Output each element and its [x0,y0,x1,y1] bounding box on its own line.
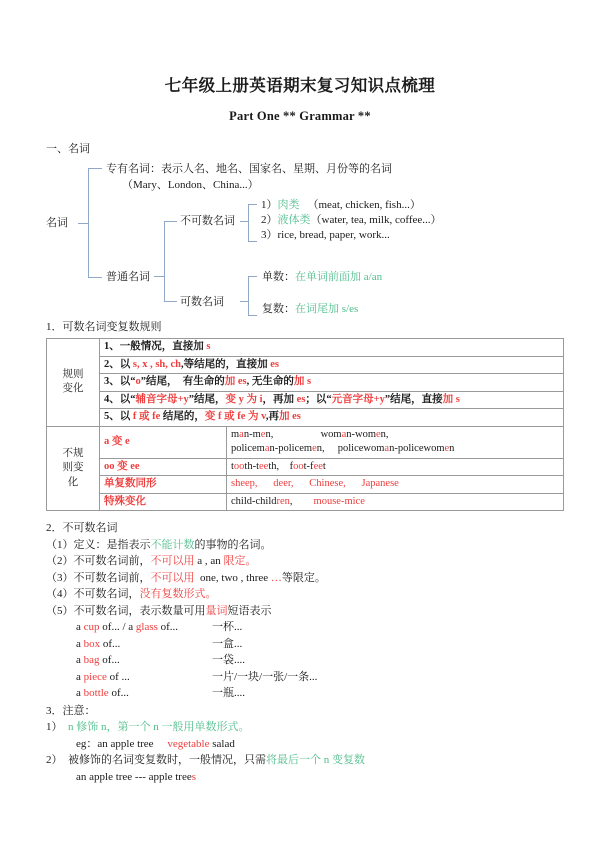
irregular-value-1-line-0 [231,460,559,475]
tree-proper-noun-label: 专有名词：表示人名、地名、国家名、星期、月份等的名词 [106,163,392,175]
note-1-text-2-run-0: eg：an apple tree [76,737,168,750]
table-row [47,356,564,374]
quantity-phrase-en-1-run-3: glass [135,621,158,633]
regular-group-label: 规则 变化 [47,339,100,427]
section-2-item-1-run-0: 定义：是指表示 [73,538,151,551]
quantity-phrase-en-2-run-2: of... [100,637,121,650]
irregular-value-1-line-0-run-3: ee [259,460,269,472]
quantity-phrase-en-1-run-0: a [76,621,84,633]
irregular-value-1-line-0-run-0: t [231,460,234,472]
note-1-num: 1） [46,721,63,733]
uncountable-item-3-num: 3） [261,229,278,241]
section-2-item-2-run-1: 不可以用 [150,555,195,567]
quantity-phrase-row [76,669,600,686]
quantity-phrase-row [76,636,600,653]
irregular-value-1-line-0-run-5: oo [293,460,304,472]
tree-uncountable-item-3 [261,228,390,243]
section-2-item-2-run-2: a , an [194,555,224,567]
section-3 [0,703,600,786]
tree-bracket-countable [248,276,257,316]
regular-rule-3-run-1: o [135,376,141,387]
irregular-value-3-line-0 [231,495,559,510]
quantity-phrase-cn-1: 一杯... [212,621,243,633]
irregular-key-2-run-0: 单复数同形 [104,478,157,489]
section-2-item-1 [46,537,600,554]
regular-rule-1-run-0: 1、一般情况，直接加 [104,341,207,352]
regular-rule-4-run-3: 变 y 为 i [225,393,263,405]
tree-bracket-root [88,168,102,278]
section-2-items [46,537,600,620]
irregular-value-0-line-1-run-7: n-policewom [389,443,445,454]
tree-bracket-uncountable [248,204,257,242]
quantity-phrase-en-4 [76,669,212,686]
tree-countable-singular [262,270,382,285]
irregular-value-0-line-0 [231,428,559,443]
quantity-phrase-cn-3: 一袋.... [212,654,245,666]
table-row [47,493,564,511]
regular-rule-4-run-6: ；以“ [305,393,332,405]
tree-root-label: 名词 [46,217,68,229]
regular-rule-2-run-2: ,等结尾的，直接加 [181,358,271,370]
countable-plural-val: 在词尾加 s/es [295,303,359,315]
section-2 [0,520,600,702]
regular-rule-4-run-4: ，再加 [262,393,297,405]
regular-rule-5-run-2: 结尾的， [160,411,205,422]
irregular-value-0-line-1-run-5: policewom [324,443,385,454]
section-2-item-2-num: （2） [46,555,74,567]
quantity-phrase-row [76,619,600,636]
regular-rule-3-run-0: 3、以“ [104,376,136,387]
section-2-item-3 [46,570,600,587]
tree-proper-noun-examples: （Mary、London、China...） [122,179,259,191]
section-1-heading: 一、名词 [46,143,90,155]
irregular-value-1-line-0-run-4: th, f [268,460,294,472]
quantity-phrase-row [76,652,600,669]
irregular-key-1-run-0: oo 变 ee [104,460,140,472]
quantity-phrase-row [76,685,600,702]
section-2-item-1-run-1: 不能计数 [150,538,195,551]
quantity-phrase-en-3 [76,652,212,669]
irregular-value-0-line-0-run-5: wom [273,428,342,440]
table-row [47,458,564,476]
plural-rules-table [46,338,564,511]
regular-rule-3-run-4: , 无生命的 [246,376,294,387]
section-2-item-2-run-0: 不可数名词前， [73,555,151,567]
noun-classification-diagram [0,162,600,315]
quantity-phrase-en-5-run-2: of... [108,687,129,699]
section-2-item-4 [46,586,600,603]
note-2-text-2-run-1: s [191,770,197,783]
irregular-value-0-line-0-run-3: e [260,428,266,440]
irregular-value-0-line-0-run-9: n, [380,428,389,440]
uncountable-item-2-cn: 液体类 [277,214,311,226]
page-title: 七年级上册英语期末复习知识点梳理 [164,76,436,95]
uncountable-item-1-en: （meat, chicken, fish...） [307,199,421,211]
irregular-value-0-line-1-run-3: e [312,443,317,454]
irregular-value-0-line-1-run-4: n, [316,443,325,454]
irregular-value-0-line-0-run-7: n-wom [346,428,376,440]
irregular-value-0-line-1-run-2: n-policem [269,443,313,454]
quantity-phrase-en-5-run-1: bottle [83,687,109,699]
regular-rule-4 [100,391,564,409]
section-2-item-4-num: （4） [46,588,74,600]
irregular-value-1-line-0-run-1: oo [233,460,245,472]
note-2-text-2-run-0: an apple tree --- apple tree [76,770,192,783]
countable-singular-key: 单数： [262,271,295,283]
irregular-key-0-run-0: a 变 e [104,435,130,447]
note-1-text-2-run-2: salad [209,737,235,750]
quantity-phrase-en-3-run-2: of... [99,654,120,666]
tree-uncountable-item-2 [261,213,442,228]
regular-rule-5-run-4: ,再 [265,411,279,422]
irregular-value-0-line-1-run-1: a [264,443,270,454]
quantity-phrase-en-3-run-0: a [76,654,84,666]
regular-rule-5-run-5: 加 es [278,411,301,422]
tree-stem-uncountable [240,221,249,222]
irregular-value-0-line-1-run-9: n [449,443,455,454]
quantity-phrase-en-1-run-1: cup [83,621,100,633]
quantity-phrase-en-4-run-1: piece [83,670,107,683]
irregular-value-0 [227,426,564,458]
regular-rule-2 [100,356,564,374]
note-2-text-1-run-1: 将最后一个 n 变复数 [266,754,365,766]
tree-common-noun-label: 普通名词 [106,271,150,283]
section-2-item-5-run-0: 不可数名词，表示数量可用 [73,604,206,617]
section-2-item-3-run-4: 等限定。 [281,571,326,584]
regular-rule-5-run-0: 5、以 [104,411,133,422]
note-2-line-1 [46,752,600,769]
uncountable-item-2-num: 2） [261,214,278,226]
table1-heading: 1．可数名词变复数规则 [46,321,162,333]
quantity-phrase-list [46,619,600,702]
regular-rule-4-run-1: 辅音字母+y [135,393,189,405]
irregular-key-0 [100,426,227,458]
irregular-value-1-line-0-run-6: t-f [303,460,314,472]
irregular-value-3-line-0-run-2: , [289,495,293,507]
note-1-line-1 [46,719,600,736]
quantity-phrase-en-5 [76,685,212,702]
note-1-text-1 [68,719,250,736]
section-2-item-5-run-2: 短语表示 [227,604,272,617]
quantity-phrase-en-5-run-0: a [76,687,84,699]
irregular-value-1-line-0-run-7: ee [313,460,323,472]
quantity-phrase-en-2-run-1: box [83,637,101,650]
irregular-key-2 [100,476,227,494]
irregular-value-3-line-0-run-1: ren [276,495,290,507]
note-2-line-2 [46,769,600,786]
irregular-value-0-line-1-run-8: e [444,443,450,454]
section-2-item-1-run-2: 的事物的名词。 [194,538,272,551]
note-2 [46,752,600,785]
regular-rule-3-run-5: 加 s [293,376,312,387]
irregular-value-0-line-1-run-6: a [384,443,390,454]
countable-singular-val: 在单词前面加 a/an [295,271,383,283]
irregular-key-1 [100,458,227,476]
regular-rule-5-run-1: f 或 fe [132,411,161,422]
note-1-text-2-run-1: vegetable [167,737,210,750]
uncountable-item-2-en: （water, tea, milk, coffee...） [310,214,442,226]
uncountable-item-1-cn: 肉类 [277,199,300,211]
regular-rule-4-run-9: 加 s [442,393,460,405]
quantity-phrase-cn-4: 一片/一块/一张/一条... [212,670,318,683]
tree-bracket-common [164,221,177,302]
irregular-value-0-line-0-run-1: a [239,428,244,440]
table-row [47,409,564,427]
irregular-value-0-line-1 [231,442,559,457]
quantity-phrase-cn-5: 一瓶.... [212,687,245,699]
section-2-item-3-run-1: 不可以用 [150,571,195,584]
quantity-phrase-en-2 [76,636,212,653]
section-2-item-5 [46,603,600,620]
regular-rule-1-run-1: s [206,341,211,352]
irregular-value-3-line-0-run-3: mouse-mice [292,495,365,507]
regular-rule-4-run-2: ”结尾， [188,393,226,405]
regular-rule-2-run-1: s, x , sh, ch [132,358,182,370]
tree-uncountable-label: 不可数名词 [180,215,235,227]
regular-rule-3 [100,374,564,392]
regular-rule-5 [100,409,564,427]
regular-rule-2-run-0: 2、以 [104,358,133,370]
tree-stem-root [78,223,89,224]
section-3-notes [46,719,600,785]
section-2-item-1-num: （1） [46,538,74,551]
quantity-phrase-en-4-run-2: of ... [106,670,130,683]
irregular-key-3-run-0: 特殊变化 [104,495,146,507]
irregular-value-2-line-0-run-0: sheep, deer, Chinese, Japanese [231,478,399,489]
tree-stem-countable [240,301,249,302]
section-2-item-4-run-1: 没有复数形式。 [139,588,217,600]
section-2-item-2-run-3: 限定。 [223,555,257,567]
regular-rule-3-run-2: ”结尾， 有生命的 [140,376,225,387]
regular-rule-4-run-8: ”结尾，直接 [384,393,443,405]
note-2-num: 2） [46,754,63,766]
countable-plural-key: 复数： [262,303,295,315]
regular-rule-4-run-7: 元音字母+y [331,393,385,405]
regular-rule-2-run-3: es [270,358,280,370]
table-row [47,374,564,392]
irregular-value-0-line-0-run-2: n-m [243,428,261,440]
regular-rule-4-run-5: es [296,393,306,405]
quantity-phrase-en-1-run-4: of... [157,621,179,633]
section-2-item-5-num: （5） [46,604,74,617]
uncountable-item-3-en: rice, bread, paper, work... [277,229,390,241]
table-row [47,426,564,458]
irregular-value-3-line-0-run-0: child-child [231,495,277,507]
irregular-value-3 [227,493,564,511]
tree-countable-plural [262,302,358,317]
table-row [47,391,564,409]
section-2-item-2 [46,553,600,570]
table-row [47,476,564,494]
page-subtitle: Part One ** Grammar ** [229,109,371,123]
section-2-item-5-run-1: 量词 [205,604,228,617]
regular-rule-3-run-3: 加 es [224,376,247,387]
plural-rules-table-body [47,339,564,511]
regular-rule-5-run-3: 变 f 或 fe 为 v [204,411,266,422]
tree-countable-label: 可数名词 [180,296,224,308]
irregular-value-1-line-0-run-2: th-t [244,460,260,472]
irregular-value-1-line-0-run-8: t [322,460,326,472]
irregular-value-2 [227,476,564,494]
uncountable-item-1-num: 1） [261,199,278,211]
irregular-group-label: 不规 则变 化 [47,426,100,511]
quantity-phrase-cn-2: 一盒... [212,637,243,650]
note-2-text-1-run-0: 被修饰的名词变复数时，一般情况，只需 [68,754,266,766]
regular-rule-1 [100,339,564,357]
note-1-text-1-run-0: n 修饰 n，第一个 n 一般用单数形式。 [68,721,250,733]
tree-uncountable-item-1 [261,198,421,213]
irregular-value-2-line-0 [231,477,559,492]
section-2-item-4-run-0: 不可数名词， [73,588,140,600]
quantity-phrase-en-1 [76,619,212,636]
note-1 [46,719,600,752]
section-3-heading: 3．注意： [46,704,96,717]
note-1-line-2 [46,736,600,753]
section-2-item-3-run-0: 不可数名词前， [73,571,151,584]
quantity-phrase-en-4-run-0: a [76,670,84,683]
note-2-text-1 [68,752,365,769]
irregular-value-0-line-0-run-4: n, [265,428,274,440]
irregular-value-0-line-0-run-6: a [341,428,347,440]
section-2-item-3-run-2: one, two , three [194,571,271,584]
quantity-phrase-en-1-run-2: of... / a [99,621,136,633]
tree-stem-common [154,276,165,277]
section-2-item-3-num: （3） [46,571,74,584]
section-2-heading: 2．不可数名词 [46,522,118,534]
table-row [47,339,564,357]
irregular-value-1 [227,458,564,476]
irregular-value-0-line-0-run-8: e [375,428,381,440]
quantity-phrase-en-3-run-1: bag [83,654,100,666]
regular-rule-4-run-0: 4、以“ [104,393,136,405]
irregular-value-0-line-1-run-0: policem [231,443,265,454]
irregular-value-0-line-0-run-0: m [231,428,240,440]
irregular-key-3 [100,493,227,511]
quantity-phrase-en-2-run-0: a [76,637,84,650]
section-2-item-3-run-3: … [270,571,282,584]
